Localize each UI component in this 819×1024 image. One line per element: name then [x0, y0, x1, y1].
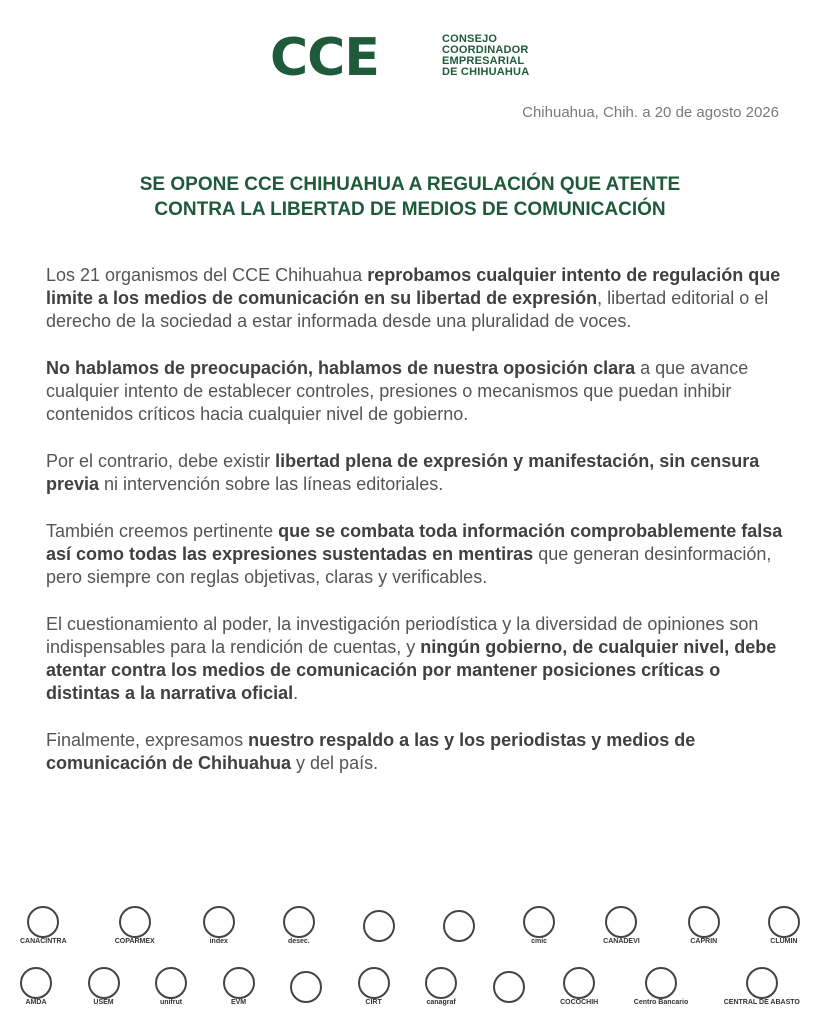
member-logo	[155, 967, 187, 1007]
seal-icon	[443, 910, 475, 942]
logo-name: canagraf	[426, 999, 456, 1006]
document-body	[46, 264, 786, 799]
logo-name: CANADEVI	[603, 938, 640, 945]
logo-emblem-icon	[523, 906, 555, 938]
logo-emblem-icon	[20, 967, 52, 999]
title-line: SE OPONE CCE CHIHUAHUA A REGULACIÓN QUE ATENTE	[139, 174, 681, 195]
logo-emblem-icon	[746, 967, 778, 999]
member-logo	[223, 967, 255, 1007]
document-title	[60, 172, 760, 222]
member-logo	[443, 910, 475, 942]
paragraph	[46, 357, 786, 426]
paragraph	[46, 613, 786, 705]
logo-name: CAPRIN	[690, 938, 718, 945]
logo-emblem-icon	[119, 906, 151, 938]
logo-emblem-icon	[88, 967, 120, 999]
logo-name: desec.	[287, 938, 310, 945]
member-logo	[523, 906, 555, 946]
logo-name: CIRT	[365, 999, 382, 1006]
logo-name: index	[209, 938, 228, 945]
logo-name: COCOCHIH	[560, 999, 599, 1006]
logo-emblem-icon	[155, 967, 187, 999]
logo-name: CENTRAL DE ABASTO	[723, 999, 800, 1006]
member-logo	[88, 967, 120, 1007]
member-logo	[203, 906, 235, 946]
paragraph	[46, 520, 786, 589]
member-logo	[290, 971, 322, 1003]
member-logos-row-2	[20, 962, 800, 1012]
member-logo	[363, 910, 395, 942]
logo-line: CONSEJO	[442, 33, 498, 45]
logo-name: COPARMEX	[114, 938, 155, 945]
text: .	[293, 683, 299, 703]
text: que generan desinformación, pero siempre con reglas objetivas, claras y verificables.	[46, 544, 772, 587]
seal-icon	[493, 971, 525, 1003]
seal-icon	[290, 971, 322, 1003]
logo-emblem-icon	[358, 967, 390, 999]
logo-line: DE CHIHUAHUA	[442, 66, 530, 78]
member-logo	[358, 967, 390, 1007]
bold-text: libertad plena de expresión y manifestación, sin censura previa	[46, 451, 760, 494]
member-logo	[493, 971, 525, 1003]
logo-emblem-icon	[605, 906, 637, 938]
logo-emblem-icon	[223, 967, 255, 999]
letterhead	[0, 28, 819, 88]
text: También creemos pertinente	[46, 521, 279, 541]
logo-name: USEM	[93, 999, 114, 1006]
member-logo	[115, 906, 155, 946]
member-logo	[560, 967, 598, 1007]
logo-emblem-icon	[688, 906, 720, 938]
member-logo	[20, 906, 67, 946]
logo-emblem-icon	[645, 967, 677, 999]
logo-name: CANACINTRA	[20, 938, 67, 945]
document-date: Chihuahua, Chih. a 20 de agosto 2026	[522, 104, 779, 121]
cce-logo-mark: CCE	[270, 28, 379, 88]
bold-text: nuestro respaldo a las y los periodistas y medios de comunicación de Chihuahua	[46, 730, 696, 773]
member-logo	[724, 967, 800, 1007]
logo-line: COORDINADOR	[442, 44, 529, 56]
logo-name: Centro Bancario	[633, 999, 689, 1006]
paragraph	[46, 729, 786, 775]
member-logo	[20, 967, 52, 1007]
seal-icon	[363, 910, 395, 942]
logo-line: EMPRESARIAL	[442, 55, 525, 67]
text: El cuestionamiento al poder, la investigación periodística y la diversidad de opiniones son indispensables para la rendición de cuentas, y	[46, 614, 759, 657]
logo-emblem-icon	[203, 906, 235, 938]
logo-name: EVM	[230, 999, 247, 1006]
member-logo	[634, 967, 688, 1007]
text: ni intervención sobre las líneas editoriales.	[99, 474, 444, 494]
logo-emblem-icon	[27, 906, 59, 938]
text: Los 21 organismos del CCE Chihuahua	[46, 265, 368, 285]
bold-text: que se combata toda información comprobablemente falsa así como todas las expresiones sustentadas en mentiras	[46, 521, 783, 564]
bold-text: reprobamos cualquier intento de regulación que limite a los medios de comunicación en su libertad de expresión	[46, 265, 781, 308]
member-logo	[603, 906, 640, 946]
title-line: CONTRA LA LIBERTAD DE MEDIOS DE COMUNICACIÓN	[154, 199, 666, 220]
logo-emblem-icon	[283, 906, 315, 938]
logo-emblem-icon	[425, 967, 457, 999]
logo-emblem-icon	[768, 906, 800, 938]
member-logos-row-1	[20, 900, 800, 952]
logo-name: cmic	[531, 938, 548, 945]
cce-logo-text	[442, 34, 529, 78]
text: Por el contrario, debe existir	[46, 451, 276, 471]
member-logo	[768, 906, 800, 946]
logo-name: CLUMIN	[770, 938, 798, 945]
logo-name: AMDA	[25, 999, 47, 1006]
paragraph	[46, 264, 786, 333]
bold-text: No hablamos de preocupación, hablamos de nuestra oposición clara	[46, 358, 636, 378]
paragraph	[46, 450, 786, 496]
text: y del país.	[291, 753, 379, 773]
text: a que avance cualquier intento de establecer controles, presiones o mecanismos que puedan inhibir contenidos críticos hacia cualquier nivel de gobierno.	[46, 358, 749, 424]
text: , libertad editorial o el derecho de la sociedad a estar informada desde una pluralidad de voces.	[46, 288, 769, 331]
logo-emblem-icon	[563, 967, 595, 999]
member-logo	[283, 906, 315, 946]
text: Finalmente, expresamos	[46, 730, 249, 750]
member-logo	[425, 967, 457, 1007]
bold-text: ningún gobierno, de cualquier nivel, debe atentar contra los medios de comunicación por mantener posiciones críticas o distintas a la narrativa oficial	[46, 637, 777, 703]
member-logo	[688, 906, 720, 946]
logo-name: unifrut	[159, 999, 183, 1006]
